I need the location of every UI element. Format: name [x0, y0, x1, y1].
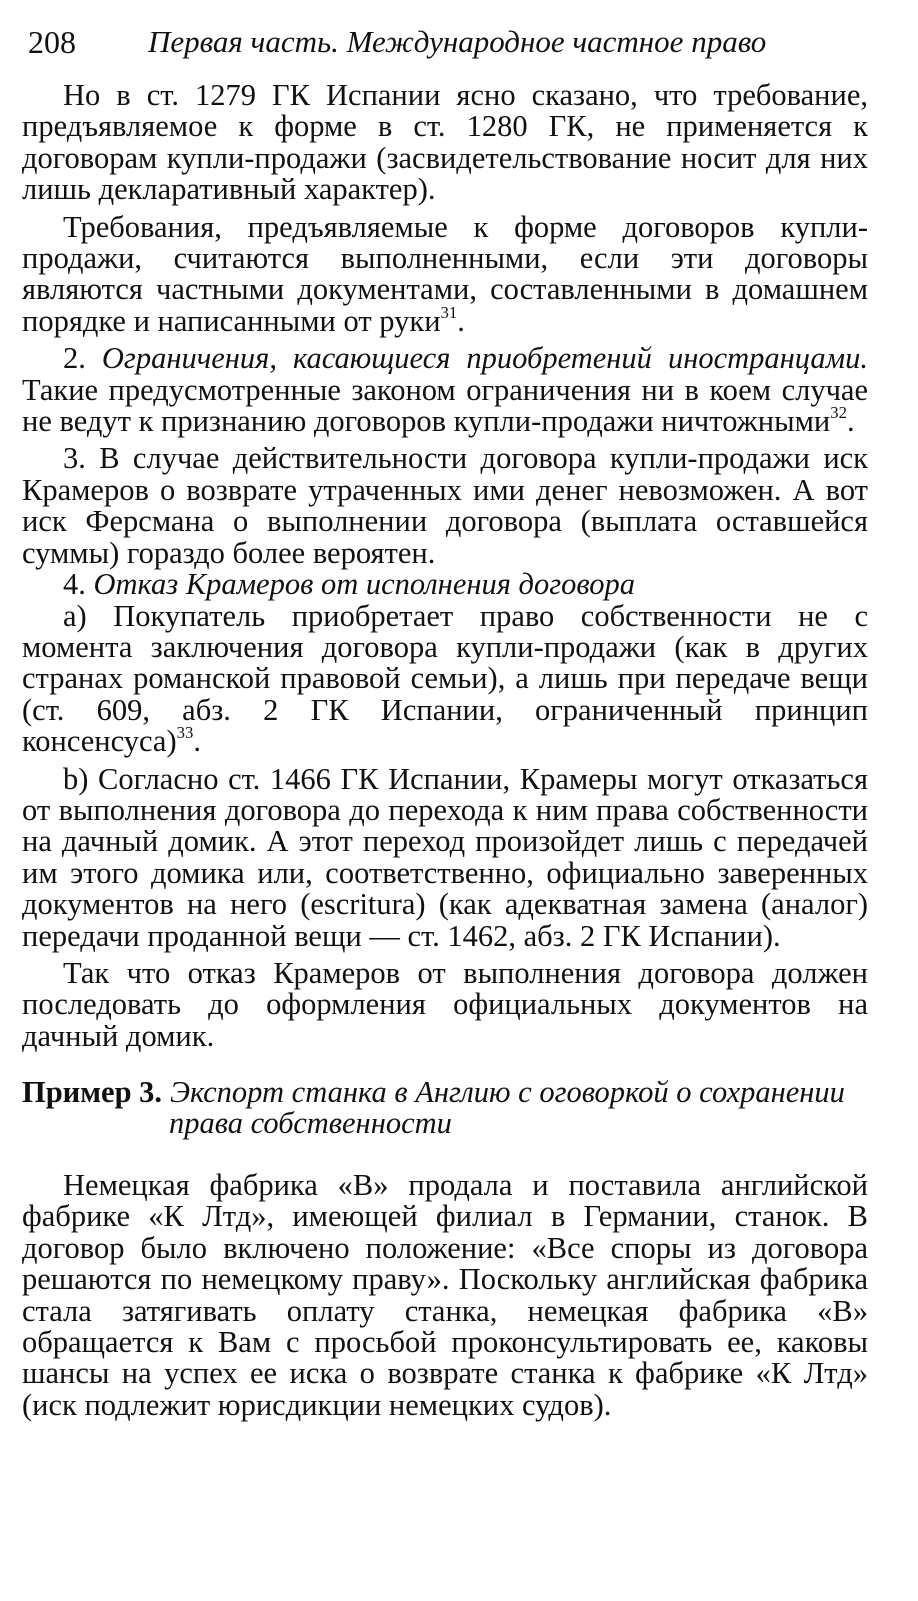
running-title: Первая часть. Международное частное право: [148, 24, 767, 59]
paragraph: а) Покупатель приобретает право собственности не с момента заключения договора купли-продажи (как в других странах романской правовой семьи), а лишь при передаче вещи (ст. 609, абз. 2 ГК Испании, ограниченный принцип консенсуса)$^{33}$.: [22, 598, 868, 759]
paragraph: Немецкая фабрика «В» продала и поставила английской фабрике «К Лтд», имеющей филиал в Германии, станок. В договор было включено положение: «Все споры из договора решаются по немецкому праву». Поскольку английская фабрика стала затягивать оплату станка, немецкая фабрика «В» обращается к Вам с просьбой проконсультировать ее, каковы шансы на успех ее иска о возврате станка к фабрике «К Лтд» (иск подлежит юрисдикции немецких судов).: [22, 1168, 868, 1422]
example-label: Пример 3.: [22, 1075, 163, 1109]
item-heading: Ограничения, касающиеся приобретений иностранцами.: [101, 341, 868, 376]
main-text: [22, 80, 868, 1052]
paragraph: b) Согласно ст. 1466 ГК Испании, Крамеры могут отказаться от выполнения договора до перехода к ним права собственности на дачный домик. А этот переход произойдет лишь с передачей им этого домика или, соответственно, официально заверенных документов на него (escritura) (как адекватная замена (аналог) передачи проданной вещи — ст. 1462, абз. 2 ГК Испании).: [22, 761, 868, 953]
paragraph-text: а) Покупатель приобретает право собственности не с момента заключения договора купли-продажи (как в других странах романской правовой семьи), а лишь при передаче вещи (ст. 609, абз. 2 ГК Испании, ограниченный принцип консенсуса): [22, 598, 868, 759]
item-heading: Отказ Крамеров от исполнения договора: [93, 567, 635, 602]
example-title-continued: права собственности: [169, 1106, 452, 1141]
footnote-ref: 32: [830, 403, 847, 423]
example-body: [22, 1170, 868, 1421]
paragraph-text: Такие предусмотренные законом ограничения ни в коем случае не ведут к признанию договоров купли-продажи ничтожными: [22, 372, 868, 439]
paragraph: 2. Ограничения, касающиеся приобретений иностранцами. Такие предусмотренные законом ограничения ни в коем случае не ведут к признанию договоров купли-продажи ничтожными$^{32}$.: [22, 341, 868, 439]
paragraph-text: Требования, предъявляемые к форме договоров купли-продажи, считаются выполненными, если эти договоры являются частными документами, составленными в домашнем порядке и написанными от руки: [22, 209, 868, 338]
example-title: Экспорт станка в Англию с оговоркой о сохранении: [170, 1075, 845, 1109]
paragraph: [22, 569, 868, 600]
paragraph: Но в ст. 1279 ГК Испании ясно сказано, что требование, предъявляемое к форме в ст. 1280 ГК, не применяется к договорам купли-продажи (засвидетельствование носит для них лишь декларативный характер).: [22, 78, 868, 207]
paragraph: Так что отказ Крамеров от выполнения договора должен последовать до оформления официальных документов на дачный домик.: [22, 955, 868, 1053]
example-heading: [22, 1077, 868, 1140]
item-number: 2.: [63, 341, 86, 376]
page-number: 208: [28, 24, 76, 60]
paragraph: Требования, предъявляемые к форме договоров купли-продажи, считаются выполненными, если эти договоры являются частными документами, составленными в домашнем порядке и написанными от руки$^{31}$.: [22, 209, 868, 338]
footnote-ref: 31: [440, 303, 458, 323]
footnote-ref: 33: [176, 723, 194, 743]
page-header: [28, 22, 878, 62]
paragraph: 3. В случае действительности договора купли-продажи иск Крамеров о возврате утраченных ими денег невозможен. А вот иск Ферсмана о выполнении договора (выплата оставшейся суммы) гораздо более вероятен.: [22, 441, 868, 570]
item-number: 4.: [63, 567, 86, 602]
